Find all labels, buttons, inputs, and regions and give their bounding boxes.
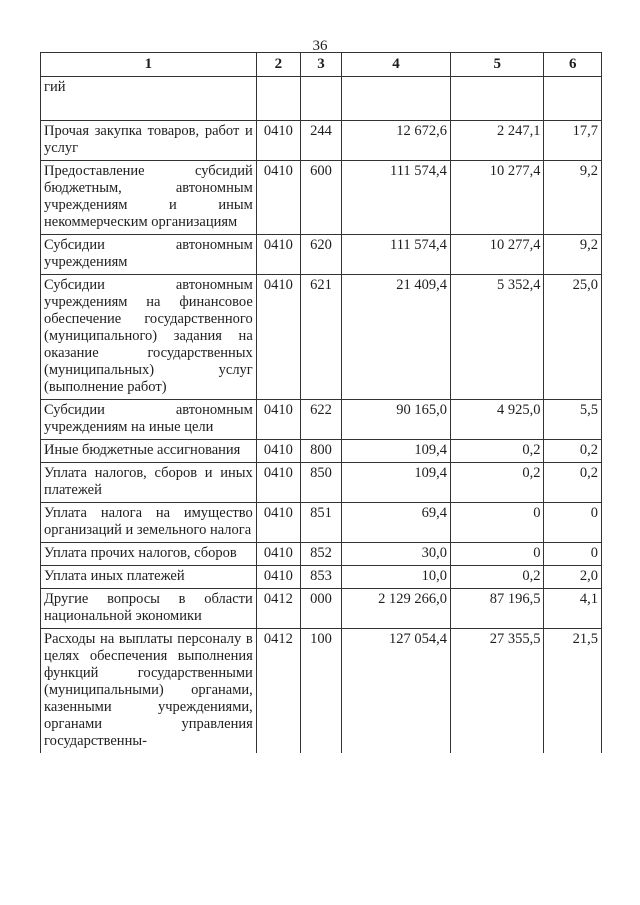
column-header: 4 (342, 53, 451, 77)
row-percent: 4,1 (544, 589, 602, 629)
row-percent: 17,7 (544, 121, 602, 161)
row-percent: 0 (544, 543, 602, 566)
table-row (41, 463, 602, 503)
row-expense-type: 851 (300, 503, 341, 543)
row-name: Субсидии автономным учреждениям на иные цели (41, 400, 257, 440)
table-row (41, 589, 602, 629)
row-section-code: 0412 (256, 629, 300, 754)
row-section-code: 0410 (256, 400, 300, 440)
row-name: Прочая закупка товаров, работ и услуг (41, 121, 257, 161)
row-plan-amount: 30,0 (342, 543, 451, 566)
row-actual-amount: 10 277,4 (450, 235, 544, 275)
row-section-code: 0412 (256, 589, 300, 629)
row-name: Предоставление субсидий бюджетным, автономным учреждениям и иным некоммерческим организациям (41, 161, 257, 235)
table-header-row (41, 53, 602, 77)
row-actual-amount: 0,2 (450, 463, 544, 503)
column-header: 5 (450, 53, 544, 77)
row-actual-amount: 10 277,4 (450, 161, 544, 235)
row-expense-type: 853 (300, 566, 341, 589)
row-plan-amount: 111 574,4 (342, 161, 451, 235)
table-row (41, 275, 602, 400)
row-section-code: 0410 (256, 161, 300, 235)
row-section-code: 0410 (256, 121, 300, 161)
row-percent: 25,0 (544, 275, 602, 400)
row-section-code: 0410 (256, 503, 300, 543)
row-actual-amount: 0 (450, 503, 544, 543)
table-row (41, 440, 602, 463)
row-actual-amount: 27 355,5 (450, 629, 544, 754)
page-number: 36 (312, 38, 328, 54)
table-row (41, 400, 602, 440)
row-section-code: 0410 (256, 543, 300, 566)
budget-table (40, 52, 602, 753)
row-expense-type: 000 (300, 589, 341, 629)
row-plan-amount: 12 672,6 (342, 121, 451, 161)
row-plan-amount: 109,4 (342, 440, 451, 463)
table-row (41, 629, 602, 754)
row-name: гий (41, 77, 257, 121)
table-row (41, 161, 602, 235)
row-percent: 0 (544, 503, 602, 543)
table-row (41, 503, 602, 543)
row-actual-amount: 4 925,0 (450, 400, 544, 440)
table-row (41, 543, 602, 566)
row-name: Уплата налога на имущество организаций и земельного налога (41, 503, 257, 543)
row-name: Субсидии автономным учреждениям (41, 235, 257, 275)
row-plan-amount: 21 409,4 (342, 275, 451, 400)
row-section-code: 0410 (256, 463, 300, 503)
table-row-continuation (41, 77, 602, 121)
row-plan-amount: 90 165,0 (342, 400, 451, 440)
table-row (41, 566, 602, 589)
table-row (41, 235, 602, 275)
row-plan-amount: 2 129 266,0 (342, 589, 451, 629)
row-expense-type: 621 (300, 275, 341, 400)
row-percent: 21,5 (544, 629, 602, 754)
row-section-code: 0410 (256, 275, 300, 400)
table-row (41, 121, 602, 161)
row-actual-amount: 87 196,5 (450, 589, 544, 629)
column-header: 6 (544, 53, 602, 77)
row-name: Субсидии автономным учреждениям на финансовое обеспечение государственного (муниципального) задания на оказание государственных (муниципальных) услуг (выполнение работ) (41, 275, 257, 400)
row-expense-type: 800 (300, 440, 341, 463)
row-percent: 2,0 (544, 566, 602, 589)
row-percent: 5,5 (544, 400, 602, 440)
row-percent: 0,2 (544, 440, 602, 463)
row-section-code: 0410 (256, 440, 300, 463)
row-expense-type: 600 (300, 161, 341, 235)
row-actual-amount: 0,2 (450, 566, 544, 589)
row-plan-amount: 111 574,4 (342, 235, 451, 275)
column-header: 1 (41, 53, 257, 77)
row-name: Уплата прочих налогов, сборов (41, 543, 257, 566)
row-name: Иные бюджетные ассигнования (41, 440, 257, 463)
row-actual-amount: 0,2 (450, 440, 544, 463)
column-header: 3 (300, 53, 341, 77)
column-header: 2 (256, 53, 300, 77)
row-expense-type: 850 (300, 463, 341, 503)
row-expense-type: 244 (300, 121, 341, 161)
row-name: Уплата иных платежей (41, 566, 257, 589)
row-expense-type: 852 (300, 543, 341, 566)
row-name: Уплата налогов, сборов и иных платежей (41, 463, 257, 503)
row-percent: 9,2 (544, 161, 602, 235)
row-section-code: 0410 (256, 235, 300, 275)
row-plan-amount: 10,0 (342, 566, 451, 589)
row-plan-amount: 69,4 (342, 503, 451, 543)
row-name: Другие вопросы в области национальной экономики (41, 589, 257, 629)
row-actual-amount: 2 247,1 (450, 121, 544, 161)
row-actual-amount: 0 (450, 543, 544, 566)
row-expense-type: 622 (300, 400, 341, 440)
row-section-code: 0410 (256, 566, 300, 589)
row-percent: 9,2 (544, 235, 602, 275)
row-plan-amount: 109,4 (342, 463, 451, 503)
row-plan-amount: 127 054,4 (342, 629, 451, 754)
row-name: Расходы на выплаты персоналу в целях обеспечения выполнения функций государственными (муниципальными) органами, казенными учреждениями, органами управления государственны- (41, 629, 257, 754)
row-percent: 0,2 (544, 463, 602, 503)
row-actual-amount: 5 352,4 (450, 275, 544, 400)
row-expense-type: 100 (300, 629, 341, 754)
row-expense-type: 620 (300, 235, 341, 275)
